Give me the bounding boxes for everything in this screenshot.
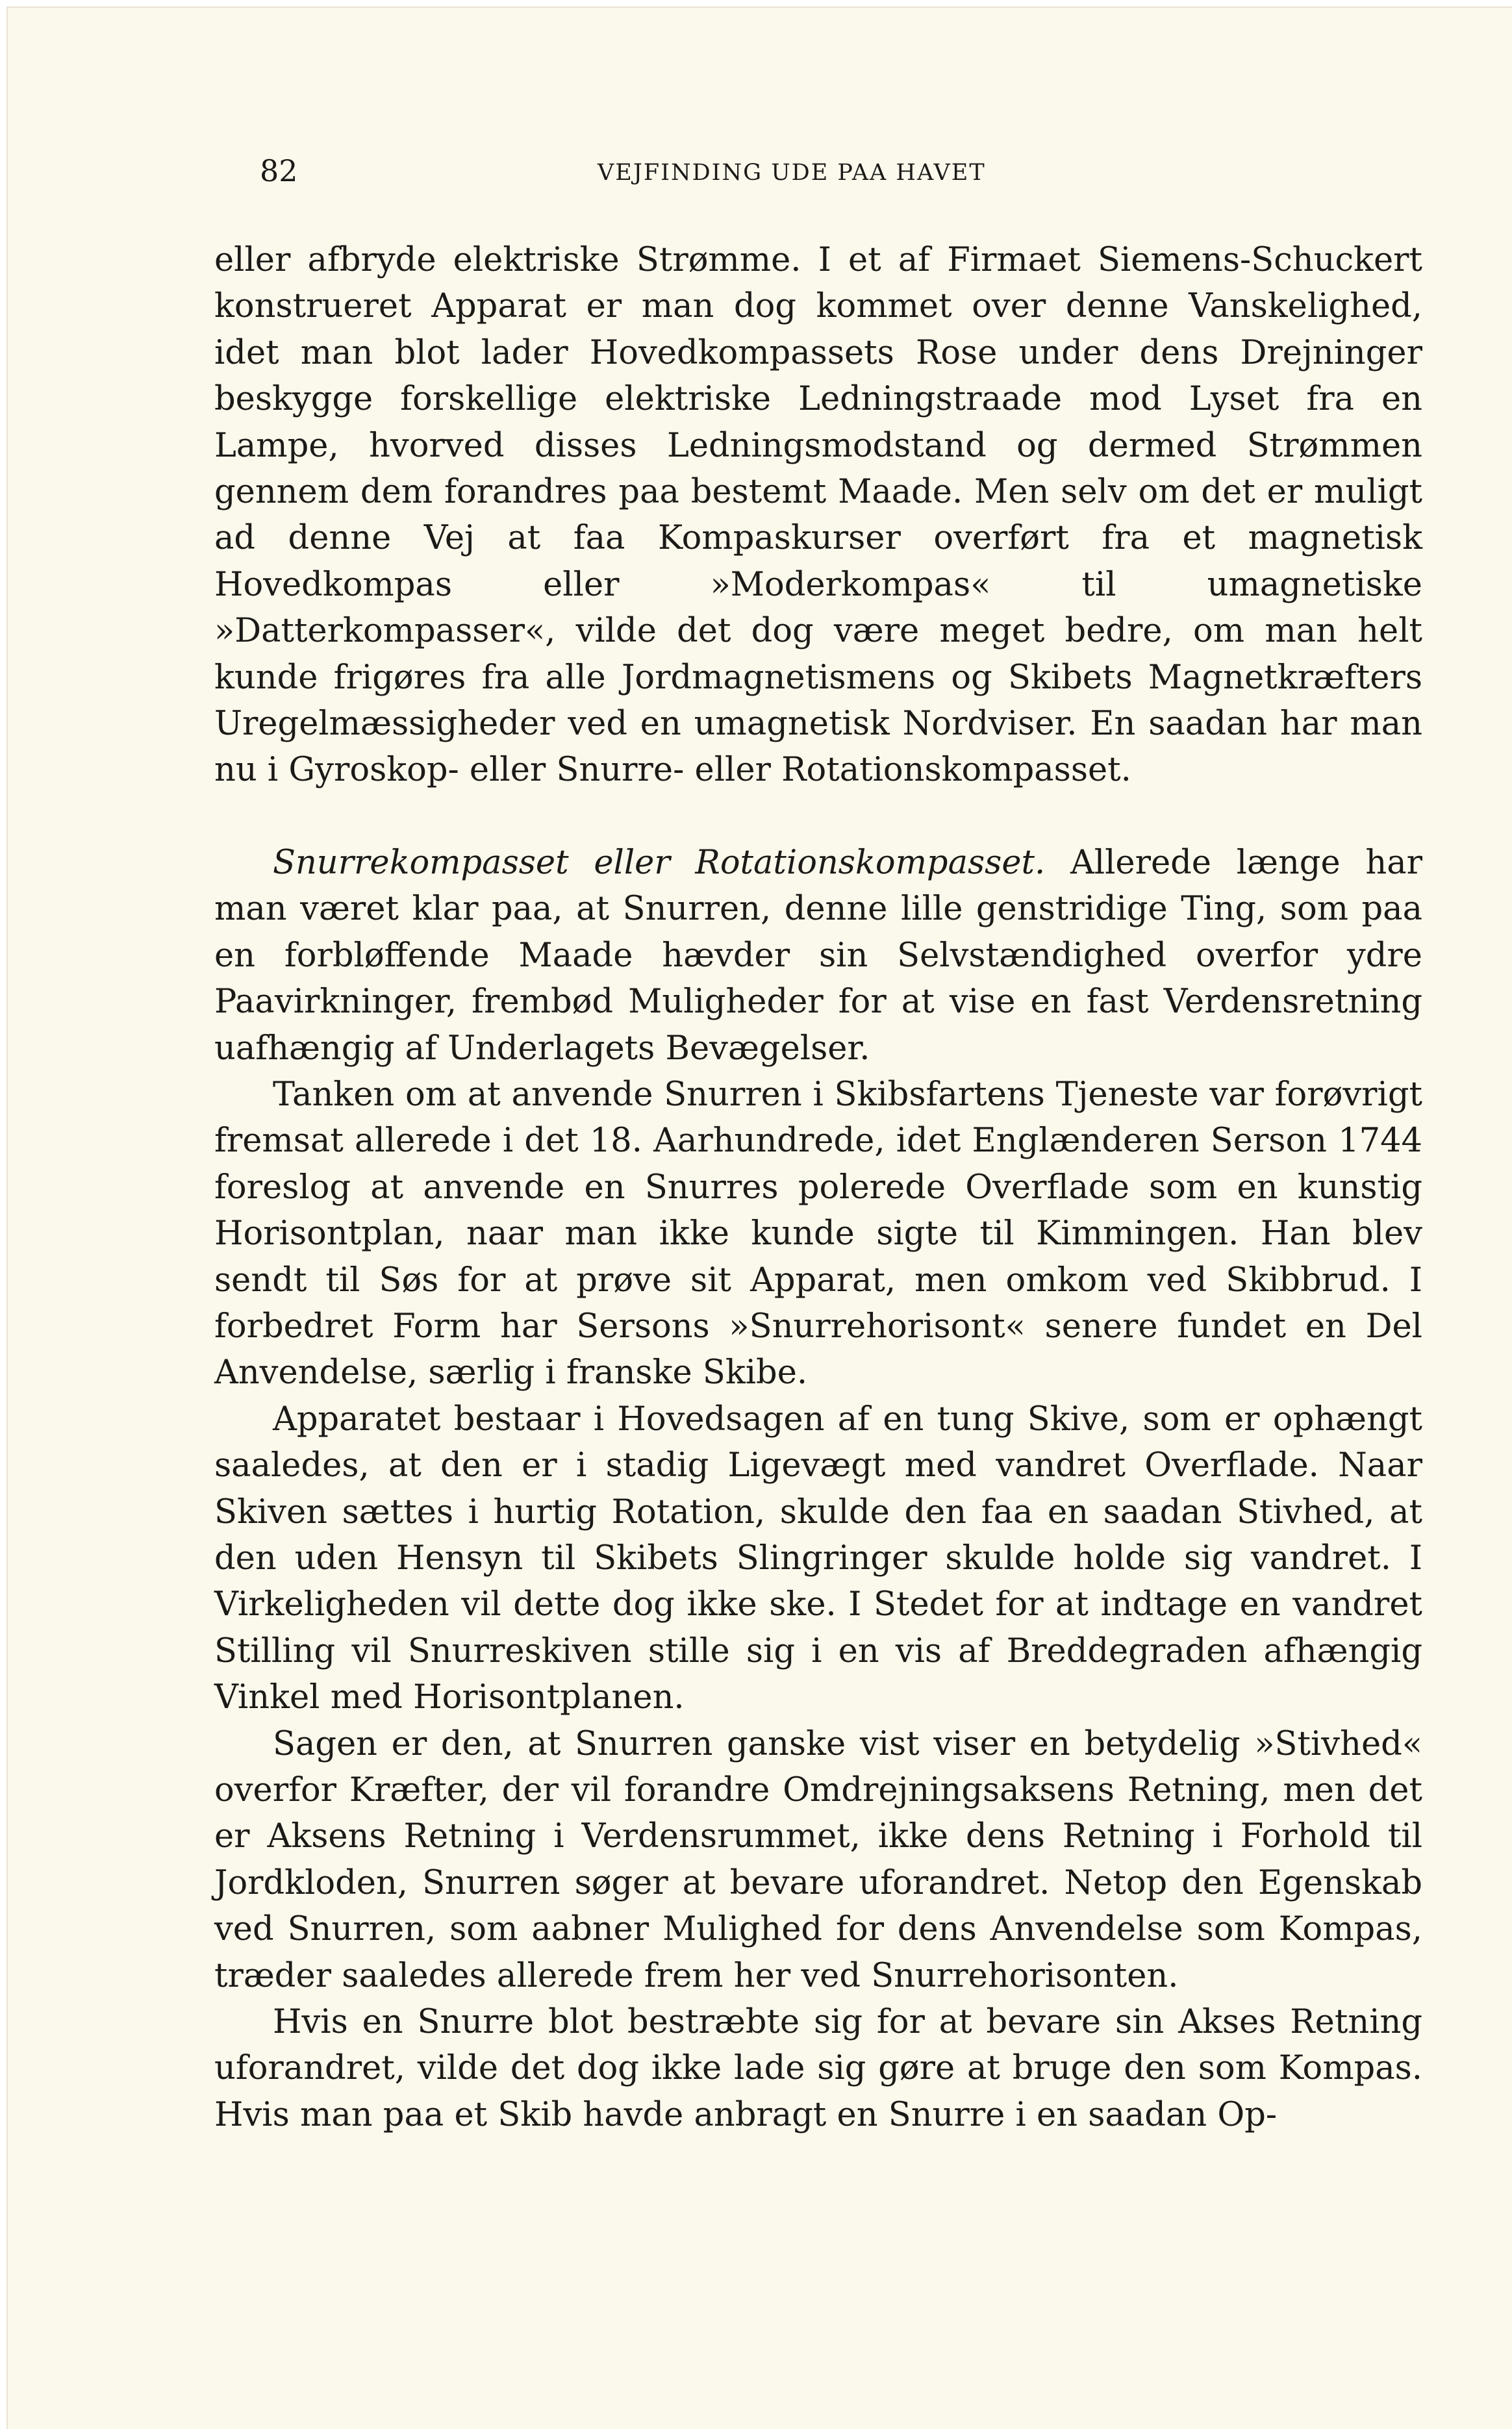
paragraph-1: eller afbryde elektriske Strømme. I et af Firmaet Siemens-Schuckert konstrueret Apparat er man dog kommet over denne Vanskelighed, idet man blot lader Hovedkompassets Rose under dens Drejninger beskygge forskellige elektriske Ledningstraade mod Lyset fra en Lampe, hvorved disses Ledningsmodstand og dermed Strømmen gennem dem forandres paa bestemt Maade. Men selv om det er muligt ad denne Vej at faa Kompaskurser overført fra et magnetisk Hovedkompas eller »Moderkompas« til umagnetiske »Datterkompasser«, vilde det dog være meget bedre, om man helt kunde frigøres fra alle Jordmagnetismens og Skibets Magnetkræfters Uregelmæssigheder ved en umagnetisk Nordviser. En saadan har man nu i Gyroskop- eller Snurre- eller Rotationskompasset. <box>214 241 1422 790</box>
paragraph-4: Apparatet bestaar i Hovedsagen af en tung Skive, som er ophængt saaledes, at den er i stadig Ligevægt med vandret Overflade. Naar Skiven sættes i hurtig Rotation, skulde den faa en saadan Stivhed, at den uden Hensyn til Skibets Slingringer skulde holde sig vandret. I Virkeligheden vil dette dog ikke ske. I Stedet for at indtage en vandret Stilling vil Snurreskiven stille sig i en vis af Breddegraden afhængig Vinkel med Horisontplanen. <box>214 1400 1422 1717</box>
body-text <box>214 237 1422 2138</box>
paragraph-2-text: Allerede længe har man været klar paa, at Snurren, denne lille genstridige Ting, som paa en forbløffende Maade hævder sin Selvstændighed overfor ydre Paavirkninger, frembød Muligheder for at vise en fast Verdensretning uafhængig af Underlagets Bevægelser. <box>214 843 1422 1068</box>
paragraph-6: Hvis en Snurre blot bestræbte sig for at bevare sin Akses Retning uforandret, vilde det dog ikke lade sig gøre at bruge den som Kompas. Hvis man paa et Skib havde anbragt en Snurre i en saadan Op- <box>214 2003 1422 2134</box>
paragraph-5: Sagen er den, at Snurren ganske vist viser en betydelig »Stivhed« overfor Kræfter, der vil forandre Omdrejningsaksens Retning, men det er Aksens Retning i Verdensrummet, ikke dens Retning i Forhold til Jordkloden, Snurren søger at bevare uforandret. Netop den Egenskab ved Snurren, som aabner Mulighed for dens Anvendelse som Kompas, træder saaledes allerede frem her ved Snurrehorisonten. <box>214 1724 1422 1995</box>
page-number: 82 <box>260 153 298 188</box>
paragraph-3: Tanken om at anvende Snurren i Skibsfartens Tjeneste var forøvrigt fremsat allerede i det 18. Aarhundrede, idet Englænderen Serson 1744 foreslog at anvende en Snurres polerede Overflade som en kunstig Horisontplan, naar man ikke kunde sigte til Kimmingen. Han blev sendt til Søs for at prøve sit Apparat, men omkom ved Skibbrud. I forbedret Form har Sersons »Snurrehorisont« senere fundet en Del Anvendelse, særlig i franske Skibe. <box>214 1075 1422 1392</box>
section-title: Snurrekompasset eller Rotationskompasset. <box>273 843 1046 882</box>
running-head: VEJFINDING UDE PAA HAVET <box>598 160 986 186</box>
paragraph-2 <box>214 840 1422 1072</box>
page-header <box>260 153 1468 192</box>
